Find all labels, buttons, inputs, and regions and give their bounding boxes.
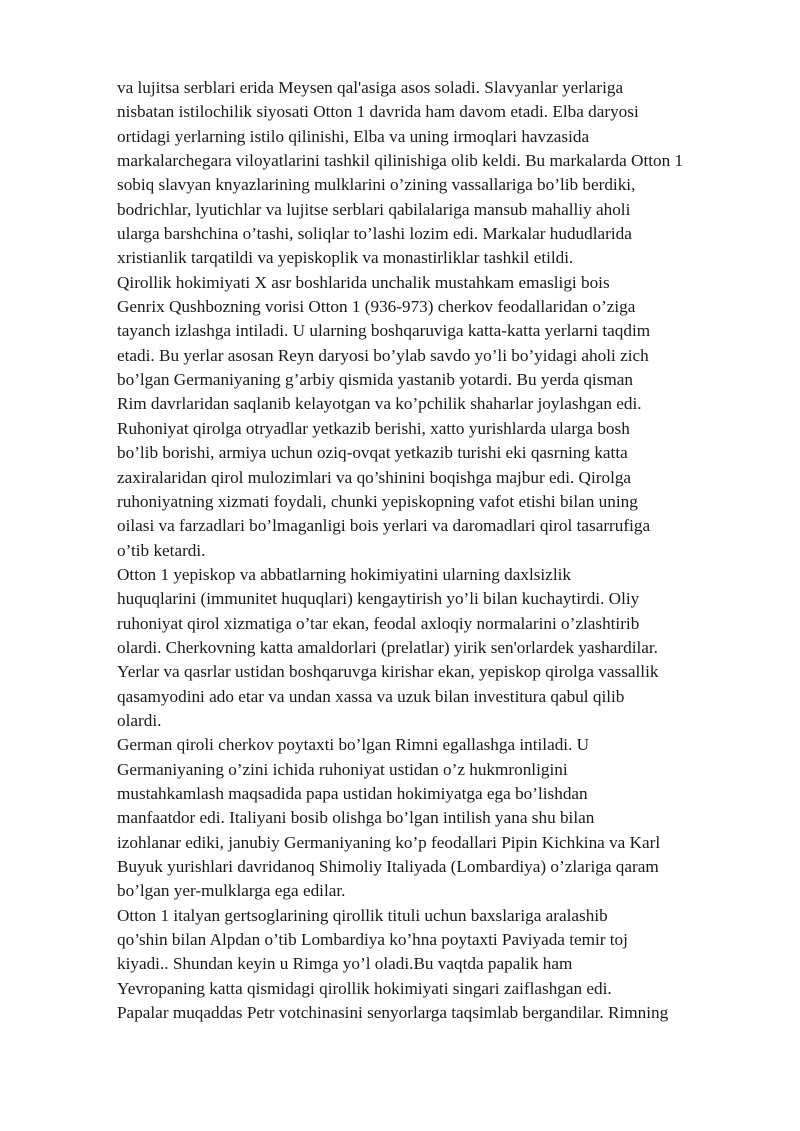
text-line: kiyadi.. Shundan keyin u Rimga yo’l oladi.Bu vaqtda papalik ham	[117, 954, 573, 974]
text-line: Otton 1 italyan gertsoglarining qirollik tituli uchun baxslariga aralashib	[117, 905, 608, 925]
text-line: va lujitsa serblari erida Meysen qal'asiga asos soladi. Slavyanlar yerlariga	[117, 78, 624, 97]
text-line: olardi.	[117, 710, 162, 730]
text-line: oilasi va farzadlari bo’lmaganligi bois yerlari va daromadlari qirol tasarrufiga	[117, 516, 651, 536]
text-line: Germaniyaning o’zini ichida ruhoniyat ustidan o’z hukmronligini	[117, 759, 568, 779]
text-line: Qirollik hokimiyati X asr boshlarida unchalik mustahkam emasligi bois	[117, 272, 610, 292]
text-line: German qiroli cherkov poytaxti bo’lgan Rimni egallashga intiladi. U	[117, 735, 590, 755]
text-line: xristianlik tarqatildi va yepiskoplik va monastirliklar tashkil etildi.	[117, 248, 574, 268]
text-line: tayanch izlashga intiladi. U ularning boshqaruviga katta-katta yerlarni taqdim	[117, 321, 651, 341]
text-line: Genrix Qushbozning vorisi Otton 1 (936-973) cherkov feodallaridan o’ziga	[117, 297, 636, 317]
text-line: Rim davrlaridan saqlanib kelayotgan va ko’pchilik shaharlar joylashgan edi.	[117, 394, 642, 414]
text-line: huquqlarini (immunitet huquqlari) kengaytirish yo’li bilan kuchaytirdi. Oliy	[117, 589, 640, 609]
text-line: bodrichlar, lyutichlar va lujitse serblari qabilalariga mansub mahalliy aholi	[117, 199, 631, 219]
text-line: bo’lib borishi, armiya uchun oziq-ovqat yetkazib turishi eki qasrning katta	[117, 443, 628, 463]
text-line: qo’shin bilan Alpdan o’tib Lombardiya ko’hna poytaxti Paviyada temir toj	[117, 930, 628, 950]
document-body-text	[117, 76, 757, 1025]
text-line: qasamyodini ado etar va undan xassa va uzuk bilan investitura qabul qilib	[117, 686, 625, 706]
text-line: manfaatdor edi. Italiyani bosib olishga bo’lgan intilish yana shu bilan	[117, 808, 595, 828]
text-line: bo’lgan Germaniyaning g’arbiy qismida yastanib yotardi. Bu yerda qisman	[117, 370, 633, 390]
text-line: ruhoniyat qirol xizmatiga o’tar ekan, feodal axloqiy normalarini o’zlashtirib	[117, 613, 640, 633]
text-line: markalarchegara viloyatlarini tashkil qilinishiga olib keldi. Bu markalarda Otton 1	[117, 151, 684, 171]
text-line: Otton 1 yepiskop va abbatlarning hokimiyatini ularning daxlsizlik	[117, 564, 571, 584]
text-line: etadi. Bu yerlar asosan Reyn daryosi bo’ylab savdo yo’li bo’yidagi aholi zich	[117, 345, 649, 365]
text-line: olardi. Cherkovning katta amaldorlari (prelatlar) yirik sen'orlardek yashardilar.	[117, 637, 658, 657]
text-line: bo’lgan yer-mulklarga ega edilar.	[117, 881, 346, 901]
text-line: zaxiralaridan qirol mulozimlari va qo’shinini boqishga majbur edi. Qirolga	[117, 467, 632, 487]
text-line: Yevropaning katta qismidagi qirollik hokimiyati singari zaiflashgan edi.	[117, 978, 612, 998]
text-line: Yerlar va qasrlar ustidan boshqaruvga kirishar ekan, yepiskop qirolga vassallik	[117, 662, 659, 682]
text-line: nisbatan istilochilik siyosati Otton 1 davrida ham davom etadi. Elba daryosi	[117, 102, 639, 122]
text-line: o’tib ketardi.	[117, 540, 206, 560]
text-line: Papalar muqaddas Petr votchinasini senyorlarga taqsimlab bergandilar. Rimning	[117, 1003, 669, 1023]
text-line: ortidagi yerlarning istilo qilinishi, Elba va uning irmoqlari havzasida	[117, 126, 590, 146]
text-line: ularga barshchina o’tashi, soliqlar to’lashi lozim edi. Markalar hududlarida	[117, 224, 632, 244]
text-line: Ruhoniyat qirolga otryadlar yetkazib berishi, xatto yurishlarda ularga bosh	[117, 418, 630, 438]
text-line: sobiq slavyan knyazlarining mulklarini o’zining vassallariga bo’lib berdiki,	[117, 175, 636, 195]
text-line: ruhoniyatning xizmati foydali, chunki yepiskopning vafot etishi bilan uning	[117, 491, 638, 511]
text-line: izohlanar ediki, janubiy Germaniyaning ko’p feodallari Pipin Kichkina va Karl	[117, 832, 661, 852]
text-line: mustahkamlash maqsadida papa ustidan hokimiyatga ega bo’lishdan	[117, 783, 588, 803]
text-line: Buyuk yurishlari davridanoq Shimoliy Italiyada (Lombardiya) o’zlariga qaram	[117, 857, 659, 876]
